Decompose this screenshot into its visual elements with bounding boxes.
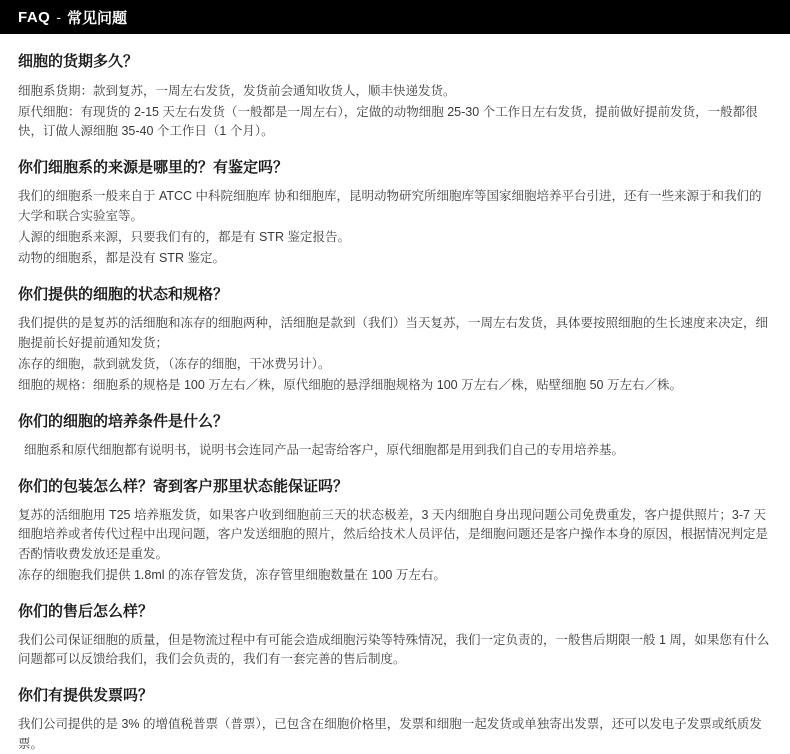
faq-title-separator: - bbox=[56, 9, 62, 25]
faq-answer-line: 原代细胞：有现货的 2-15 天左右发货（一般都是一周左右），定做的动物细胞 25-30 个工作日左右发货，提前做好提前发货，一般都很快，订做人源细胞 35-40 个工作日（1 个月）。 bbox=[18, 104, 758, 139]
faq-item bbox=[18, 52, 772, 142]
faq-item bbox=[18, 285, 772, 396]
faq-answer-line: 细胞的规格：细胞系的规格是 100 万左右／株，原代细胞的悬浮细胞规格为 100 万左右／株，贴壁细胞 50 万左右／株。 bbox=[18, 378, 682, 393]
faq-title-en: FAQ bbox=[18, 8, 51, 26]
faq-answer-line: 我们公司提供的是 3% 的增值税普票（普票），已包含在细胞价格里，发票和细胞一起发货或单独寄出发票，还可以发电子发票或纸质发票。 bbox=[18, 717, 762, 751]
faq-answer-line: 细胞系和原代细胞都有说明书，说明书会连同产品一起寄给客户，原代细胞都是用到我们自己的专用培养基。 bbox=[24, 443, 625, 458]
faq-question: 你们提供的细胞的状态和规格？ bbox=[18, 285, 229, 303]
faq-question: 你们的售后怎么样？ bbox=[18, 602, 154, 620]
faq-title-cn: 常见问题 bbox=[67, 9, 128, 27]
faq-item bbox=[18, 686, 772, 754]
faq-answer-line: 细胞系货期：款到复苏，一周左右发货，发货前会通知收货人，顺丰快递发货。 bbox=[18, 83, 456, 98]
faq-item bbox=[18, 477, 772, 586]
faq-item bbox=[18, 602, 772, 670]
faq-answer-line: 动物的细胞系，都是没有 STR 鉴定。 bbox=[18, 251, 225, 266]
faq-question: 你们有提供发票吗？ bbox=[18, 686, 154, 704]
faq-question: 你们的包装怎么样？寄到客户那里状态能保证吗？ bbox=[18, 477, 349, 495]
faq-item bbox=[18, 158, 772, 269]
faq-answer-line: 我们提供的是复苏的活细胞和冻存的细胞两种，活细胞是款到（我们）当天复苏，一周左右发货，具体要按照细胞的生长速度来决定，细胞提前长好提前通知发货； bbox=[18, 316, 769, 350]
faq-question: 你们细胞系的来源是哪里的？有鉴定吗？ bbox=[18, 158, 289, 176]
faq-answer-line: 冻存的细胞我们提供 1.8ml 的冻存管发货，冻存管里细胞数量在 100 万左右。 bbox=[18, 568, 446, 583]
faq-answer-line: 我们的细胞系一般来自于 ATCC 中科院细胞库 协和细胞库，昆明动物研究所细胞库等国家细胞培养平台引进，还有一些来源于和我们的大学和联合实验室等。 bbox=[18, 189, 762, 223]
faq-question: 细胞的货期多久？ bbox=[18, 53, 139, 70]
faq-answer-line: 我们公司保证细胞的质量，但是物流过程中有可能会造成细胞污染等特殊情况，我们一定负责的，一般售后期限一般 1 周，如果您有什么问题都可以反馈给我们，我们会负责的，我们有一套完善的售后制度。 bbox=[18, 633, 770, 667]
faq-answer-line: 复苏的活细胞用 T25 培养瓶发货，如果客户收到细胞前三天的状态极差，3 天内细胞自身出现问题公司免费重发，客户提供照片；3-7 天细胞培养或者传代过程中出现问题，客户发送细胞的照片，然后给技术人员评估，是细胞问题还是客户操作本身的原因，根据情况判定是否酌情收费发放还是重发。 bbox=[18, 508, 769, 561]
faq-item bbox=[18, 412, 772, 461]
faq-header-bar bbox=[0, 0, 790, 34]
faq-answer-line: 冻存的细胞，款到就发货，（冻存的细胞，干冰费另计）。 bbox=[18, 356, 331, 371]
faq-answer-line: 人源的细胞系来源，只要我们有的，都是有 STR 鉴定报告。 bbox=[18, 229, 350, 244]
faq-question: 你们的细胞的培养条件是什么？ bbox=[18, 412, 229, 430]
faq-content bbox=[0, 52, 790, 754]
